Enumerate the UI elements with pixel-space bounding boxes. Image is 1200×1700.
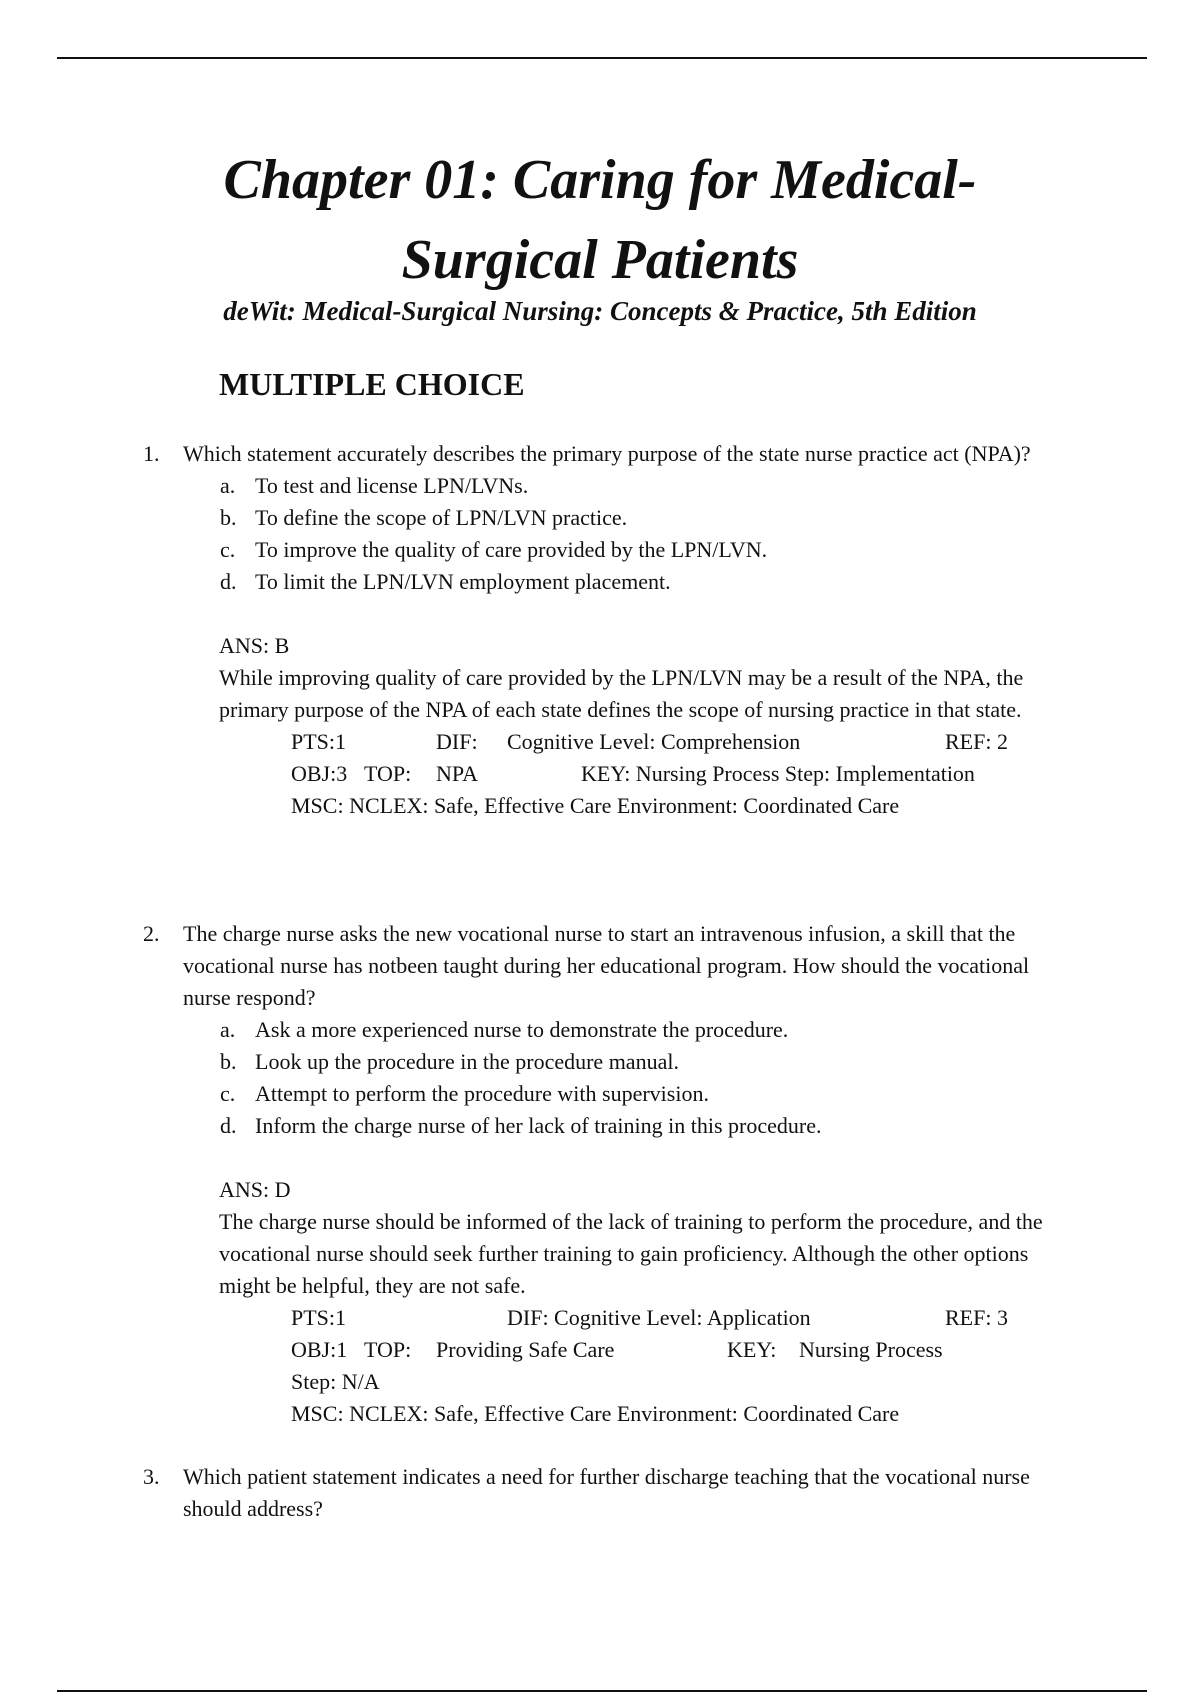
meta-key-value: Nursing Process — [799, 1337, 943, 1362]
meta-step: Step: N/A — [291, 1369, 380, 1394]
question-stem: Which statement accurately describes the primary purpose of the state nurse practice act (NPA)? — [183, 441, 1031, 466]
option-letter: d. — [220, 569, 237, 594]
option-letter: b. — [220, 505, 237, 530]
chapter-title-line-2: Surgical Patients — [401, 229, 799, 291]
option-letter: a. — [220, 1017, 236, 1042]
question-stem: The charge nurse asks the new vocational nurse to start an intravenous infusion, a skill that the vocational nurse has notbeen taught during her educational program. How should the vocational nurse respond? — [183, 921, 1030, 1010]
options-list — [143, 470, 1063, 598]
option-text: To improve the quality of care provided by the LPN/LVN. — [255, 537, 768, 562]
top-rule — [57, 57, 1147, 59]
question-3 — [143, 1461, 1063, 1525]
option-a — [143, 1014, 1063, 1046]
option-b — [143, 1046, 1063, 1078]
option-letter: b. — [220, 1049, 237, 1074]
meta-msc: MSC: NCLEX: Safe, Effective Care Environment: Coordinated Care — [291, 1401, 900, 1426]
meta-dif: DIF: Cognitive Level: Application — [507, 1305, 811, 1330]
section-heading: MULTIPLE CHOICE — [219, 366, 525, 402]
metadata-row-2 — [291, 758, 1063, 790]
question-stem: Which patient statement indicates a need for further discharge teaching that the vocational nurse should address? — [183, 1464, 1030, 1521]
book-subtitle: deWit: Medical-Surgical Nursing: Concepts & Practice, 5th Edition — [223, 296, 977, 326]
chapter-title — [0, 140, 1200, 300]
question-number: 2. — [143, 921, 160, 946]
meta-key: KEY: Nursing Process Step: Implementation — [581, 761, 975, 786]
option-d — [143, 566, 1063, 598]
question-1 — [143, 438, 1063, 822]
meta-top: TOP: — [364, 1337, 412, 1362]
meta-pts: PTS:1 — [291, 1305, 347, 1330]
chapter-title-line-1: Chapter 01: Caring for Medical- — [223, 149, 977, 211]
option-b — [143, 502, 1063, 534]
options-list — [143, 1014, 1063, 1142]
meta-pts: PTS:1 — [291, 729, 347, 754]
question-number: 3. — [143, 1464, 160, 1489]
answer-key: ANS: B — [219, 633, 290, 658]
meta-top-value: Providing Safe Care — [436, 1337, 615, 1362]
option-letter: c. — [220, 537, 236, 562]
metadata-row-1 — [291, 1302, 1063, 1334]
meta-dif-value: Cognitive Level: Comprehension — [507, 729, 801, 754]
option-text: Attempt to perform the procedure with supervision. — [255, 1081, 709, 1106]
bottom-rule — [57, 1690, 1147, 1692]
option-letter: d. — [220, 1113, 237, 1138]
question-2 — [143, 918, 1063, 1430]
meta-ref: REF: 2 — [945, 729, 1008, 754]
option-letter: a. — [220, 473, 236, 498]
meta-obj: OBJ:3 — [291, 761, 348, 786]
option-letter: c. — [220, 1081, 236, 1106]
metadata-row-2 — [291, 1334, 1063, 1366]
option-a — [143, 470, 1063, 502]
meta-dif: DIF: — [436, 729, 478, 754]
meta-ref: REF: 3 — [945, 1305, 1008, 1330]
option-text: To limit the LPN/LVN employment placement. — [255, 569, 671, 594]
meta-msc: MSC: NCLEX: Safe, Effective Care Environment: Coordinated Care — [291, 793, 900, 818]
meta-top: TOP: — [364, 761, 412, 786]
option-text: Ask a more experienced nurse to demonstrate the procedure. — [255, 1017, 789, 1042]
meta-key: KEY: — [727, 1337, 777, 1362]
answer-key: ANS: D — [219, 1177, 291, 1202]
metadata-row-1 — [291, 726, 1063, 758]
rationale: The charge nurse should be informed of the lack of training to perform the procedure, and the vocational nurse should seek further training to gain proficiency. Although the other options might be helpful, they are not safe. — [219, 1209, 1043, 1298]
metadata-row-3 — [291, 1366, 1063, 1398]
option-text: To define the scope of LPN/LVN practice. — [255, 505, 628, 530]
option-d — [143, 1110, 1063, 1142]
option-text: Look up the procedure in the procedure manual. — [255, 1049, 679, 1074]
metadata-row-4 — [291, 1398, 1063, 1430]
option-c — [143, 534, 1063, 566]
option-text: Inform the charge nurse of her lack of training in this procedure. — [255, 1113, 822, 1138]
meta-top-value: NPA — [436, 761, 478, 786]
metadata-row-3 — [291, 790, 1063, 822]
meta-obj: OBJ:1 — [291, 1337, 348, 1362]
option-text: To test and license LPN/LVNs. — [255, 473, 529, 498]
option-c — [143, 1078, 1063, 1110]
question-number: 1. — [143, 441, 160, 466]
rationale: While improving quality of care provided by the LPN/LVN may be a result of the NPA, the primary purpose of the NPA of each state defines the scope of nursing practice in that state. — [219, 665, 1024, 722]
